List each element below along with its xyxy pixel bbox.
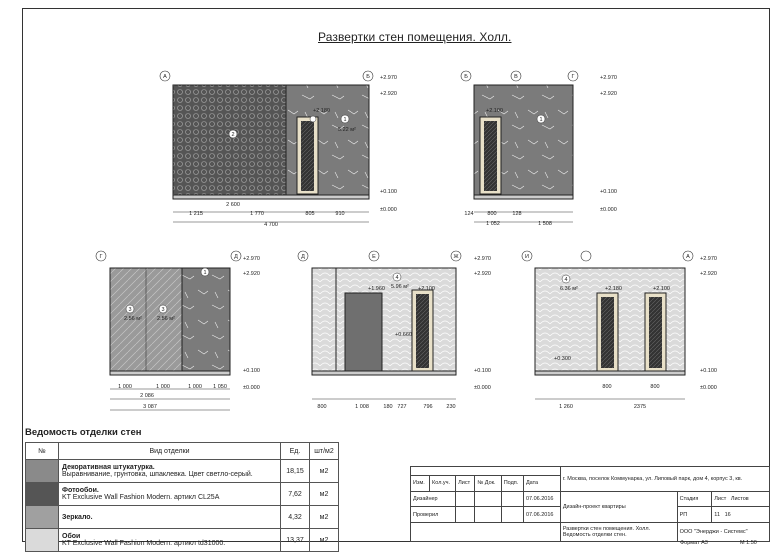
level-2d: +2.920 bbox=[474, 271, 491, 277]
stamp-sheet-name: Развертки стен помещения. Холл. Ведомость отделки стен. bbox=[560, 523, 677, 542]
level-1a: +2.970 bbox=[380, 75, 397, 81]
table-row bbox=[26, 483, 339, 506]
header-no: № bbox=[26, 443, 59, 460]
finish-desc: Выравнивание, грунтовка, шпаклевка. Цвет светло-серый. bbox=[62, 471, 253, 478]
finish-unit: м2 bbox=[310, 529, 339, 552]
callout-4b: 4 bbox=[564, 277, 568, 283]
elevation-i-a bbox=[522, 251, 693, 399]
stamp-role-checker: Проверил bbox=[411, 507, 456, 523]
level-3a: +0.100 bbox=[380, 189, 397, 195]
stamp-company: ООО "Энерджи - Системс" bbox=[677, 523, 769, 542]
dim-w3-d: 1 050 bbox=[213, 384, 227, 390]
stamp-h-stage: Стадия bbox=[677, 491, 712, 507]
finish-name: Декоративная штукатурка. bbox=[62, 464, 155, 471]
axis-mark-b: Б bbox=[366, 74, 370, 80]
stamp-h-podp: Подп. bbox=[501, 476, 523, 492]
level-4d: ±0.000 bbox=[474, 385, 491, 391]
level-3d: +0.100 bbox=[474, 368, 491, 374]
callout-area-2: 2.56 м² bbox=[124, 316, 142, 322]
level-1e: +2.970 bbox=[700, 256, 717, 262]
dim-total-1: 4 700 bbox=[264, 222, 278, 228]
finishes-title: Ведомость отделки стен bbox=[25, 427, 142, 438]
stamp-sheets: 16 bbox=[724, 511, 731, 518]
finish-name: Обои bbox=[62, 533, 81, 540]
finish-unit: м2 bbox=[310, 506, 339, 529]
dim-w2-d: 1 052 bbox=[486, 221, 500, 227]
dim-w2-e: 1 508 bbox=[538, 221, 552, 227]
dim-w3-total: 3 087 bbox=[143, 404, 157, 410]
finish-desc: KT Exclusive Wall Fashion Modern. артикл CL25A bbox=[62, 494, 220, 501]
header-qty: Ед. bbox=[281, 443, 310, 460]
mark-door-2: +2.100 bbox=[486, 108, 503, 114]
axis-mark-a: А bbox=[163, 74, 167, 80]
mark-door-3: +2.180 bbox=[605, 286, 622, 292]
level-2b: +2.920 bbox=[600, 91, 617, 97]
dim-w1-c: 805 bbox=[305, 211, 315, 217]
dim-w2-c: 128 bbox=[512, 211, 522, 217]
dim-w1-b: 1 770 bbox=[250, 211, 264, 217]
callout-2: 2 bbox=[231, 132, 235, 138]
level-2a: +2.920 bbox=[380, 91, 397, 97]
level-3e: +0.100 bbox=[700, 368, 717, 374]
axis-mark-d2: Д bbox=[301, 254, 305, 260]
mark-a: +1.960 bbox=[368, 286, 385, 292]
finish-qty: 18,15 bbox=[281, 460, 310, 483]
callout-1a: 1 bbox=[343, 117, 347, 123]
stamp-date-1: 07.06.2016 bbox=[523, 491, 560, 507]
table-row bbox=[26, 460, 339, 483]
dim-w5-a: 1 260 bbox=[559, 404, 573, 410]
callout-3b: 3 bbox=[161, 307, 165, 313]
level-1d: +2.970 bbox=[474, 256, 491, 262]
level-1b: +2.970 bbox=[600, 75, 617, 81]
dim-w3-sub: 2 086 bbox=[140, 393, 154, 399]
mark-door-1: +2.180 bbox=[313, 108, 330, 114]
swatch-mirror bbox=[26, 506, 59, 529]
callout-area-5: 6.36 м² bbox=[560, 286, 578, 292]
finish-qty: 13,37 bbox=[281, 529, 310, 552]
level-2e: +2.920 bbox=[700, 271, 717, 277]
finishes-header-row bbox=[26, 443, 339, 460]
dim-w2-a: 124 bbox=[464, 211, 474, 217]
elevation-b-v bbox=[461, 71, 578, 222]
callout-area-1: 5.22 м² bbox=[338, 127, 356, 133]
callout-area-3: 2.56 м² bbox=[157, 316, 175, 322]
dim-w4-d: 727 bbox=[397, 404, 407, 410]
axis-mark-b2: Б bbox=[464, 74, 468, 80]
elevation-a-b bbox=[160, 71, 373, 222]
finish-unit: м2 bbox=[310, 460, 339, 483]
dim-w3-b: 1 000 bbox=[156, 384, 170, 390]
stamp-address: г. Москва, поселок Коммунарка, ул. Липовый парк, дом 4, корпус 3, кв. bbox=[560, 467, 769, 492]
mark-door-4: +2.100 bbox=[653, 286, 670, 292]
level-4b: ±0.000 bbox=[600, 207, 617, 213]
finish-name: Зеркало. bbox=[62, 513, 93, 521]
dim-w4-a: 800 bbox=[317, 404, 327, 410]
axis-mark-zh: Ж bbox=[453, 254, 459, 260]
dim-w5-d2: 800 bbox=[650, 384, 660, 390]
stamp-h-data: Дата bbox=[523, 476, 560, 492]
dim-w1-d: 910 bbox=[335, 211, 345, 217]
axis-mark-g2: Г bbox=[99, 254, 103, 260]
table-row bbox=[26, 529, 339, 552]
axis-mark-d: Д bbox=[234, 254, 238, 260]
mark-door-5: +2.100 bbox=[418, 286, 435, 292]
mark-e: +0.300 bbox=[554, 356, 571, 362]
finish-name: Фотообои. bbox=[62, 487, 99, 494]
stamp-role-designer: Дизайнер bbox=[411, 491, 456, 507]
stamp-project: Дизайн-проект квартиры bbox=[560, 491, 677, 522]
callout-3a: 3 bbox=[128, 307, 132, 313]
axis-mark-v: В bbox=[514, 74, 518, 80]
finish-desc: KT Exclusive Wall Fashion Modern. артикл td31000. bbox=[62, 540, 226, 547]
stamp-h-sheet: Лист bbox=[714, 495, 727, 502]
dim-w5-d1: 800 bbox=[602, 384, 612, 390]
dim-w1-inner: 2 600 bbox=[226, 202, 240, 208]
stamp-h-ndoc: № Док. bbox=[475, 476, 501, 492]
stamp-h-list: Лист bbox=[456, 476, 475, 492]
finish-qty: 7,62 bbox=[281, 483, 310, 506]
stamp-h-izm: Изм. bbox=[411, 476, 430, 492]
level-4e: ±0.000 bbox=[700, 385, 717, 391]
stamp-sheet: 11 bbox=[714, 511, 721, 518]
page-title: Развертки стен помещения. Холл. bbox=[318, 30, 512, 44]
dim-w1-a: 1 215 bbox=[189, 211, 203, 217]
dim-w2-b: 800 bbox=[487, 211, 497, 217]
axis-mark-g: Г bbox=[571, 74, 575, 80]
axis-mark-e: Е bbox=[372, 254, 376, 260]
stamp-h-kol: Кол.уч. bbox=[430, 476, 456, 492]
callout-1c: 1 bbox=[203, 270, 207, 276]
swatch-photo-wallpaper bbox=[26, 483, 59, 506]
axis-mark-a2: А bbox=[686, 254, 690, 260]
callout-4a: 4 bbox=[395, 275, 399, 281]
stamp-stage: РП bbox=[677, 507, 712, 523]
dim-w4-b: 1 008 bbox=[355, 404, 369, 410]
table-row bbox=[26, 506, 339, 529]
dim-w5-b: 2375 bbox=[633, 404, 647, 410]
format-label: Формат А3 bbox=[680, 540, 708, 546]
title-block bbox=[410, 466, 770, 542]
finishes-table bbox=[25, 442, 339, 552]
dim-w4-f: 230 bbox=[446, 404, 456, 410]
level-3b: +0.100 bbox=[600, 189, 617, 195]
dim-w3-c: 1 000 bbox=[188, 384, 202, 390]
axis-mark-i: И bbox=[525, 254, 529, 260]
dim-w3-a: 1 000 bbox=[118, 384, 132, 390]
swatch-plaster bbox=[26, 460, 59, 483]
dim-w4-e: 796 bbox=[423, 404, 433, 410]
header-unit: шт/м2 bbox=[310, 443, 339, 460]
level-4c: ±0.000 bbox=[243, 385, 260, 391]
callout-area-4: 5.96 м² bbox=[391, 284, 409, 290]
level-2c: +2.920 bbox=[243, 271, 260, 277]
scale-label: М 1:50 bbox=[740, 540, 757, 546]
swatch-wallpaper bbox=[26, 529, 59, 552]
mark-c: +0.660 bbox=[395, 332, 412, 338]
callout-1b: 1 bbox=[539, 117, 543, 123]
finish-unit: м2 bbox=[310, 483, 339, 506]
dim-w4-c: 180 bbox=[383, 404, 393, 410]
level-4a: ±0.000 bbox=[380, 207, 397, 213]
stamp-date-2: 07.06.2016 bbox=[523, 507, 560, 523]
header-kind: Вид отделки bbox=[59, 443, 281, 460]
elevation-d-zh bbox=[298, 251, 461, 399]
stamp-h-sheets: Листов bbox=[730, 495, 749, 502]
level-1c: +2.970 bbox=[243, 256, 260, 262]
finish-qty: 4,32 bbox=[281, 506, 310, 529]
level-3c: +0.100 bbox=[243, 368, 260, 374]
